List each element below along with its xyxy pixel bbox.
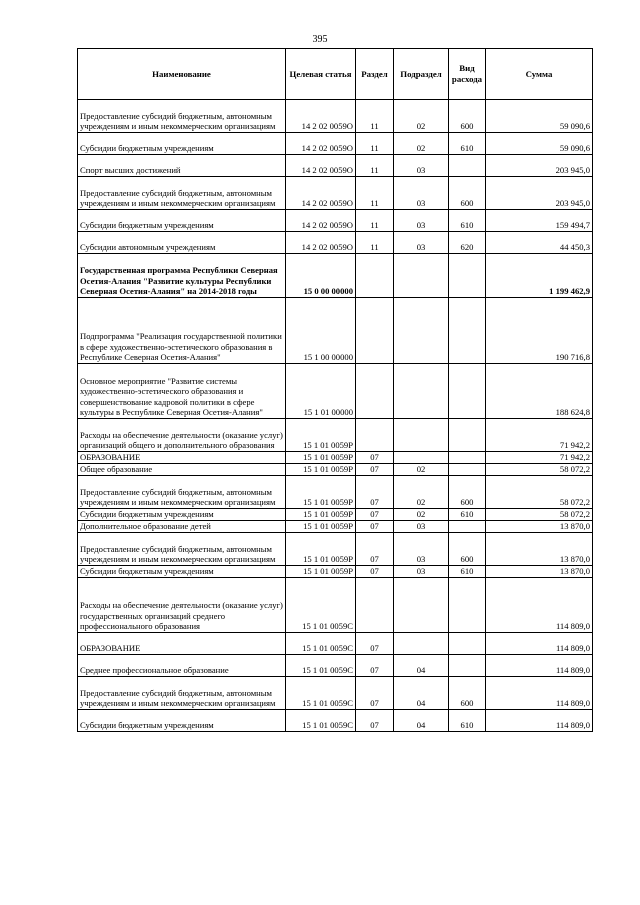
row-subsection: 02	[394, 464, 449, 476]
row-expense-type: 610	[449, 210, 486, 232]
row-section	[356, 419, 394, 452]
row-subsection: 03	[394, 533, 449, 566]
row-expense-type: 610	[449, 133, 486, 155]
row-subsection: 02	[394, 509, 449, 521]
row-article: 15 1 01 0059Р	[286, 509, 356, 521]
header-name: Наименование	[78, 49, 286, 100]
row-subsection: 03	[394, 177, 449, 210]
row-name: Спорт высших достижений	[78, 155, 286, 177]
row-name: Предоставление субсидий бюджетным, автономным учреждениям и иным некоммерческим организациям	[78, 100, 286, 133]
row-article: 15 1 01 0059С	[286, 710, 356, 732]
row-section: 11	[356, 232, 394, 254]
table-row	[78, 509, 593, 521]
row-subsection: 03	[394, 210, 449, 232]
row-sum: 188 624,8	[486, 364, 593, 419]
row-section	[356, 578, 394, 633]
row-expense-type: 600	[449, 100, 486, 133]
row-name: Субсидии автономным учреждениям	[78, 232, 286, 254]
row-expense-type	[449, 521, 486, 533]
table-row	[78, 100, 593, 133]
row-article: 15 1 01 0059С	[286, 578, 356, 633]
row-article: 14 2 02 0059О	[286, 177, 356, 210]
row-name: Субсидии бюджетным учреждениям	[78, 210, 286, 232]
row-section: 07	[356, 464, 394, 476]
table-row	[78, 364, 593, 419]
table-row	[78, 677, 593, 710]
table-body	[78, 100, 593, 732]
row-expense-type	[449, 364, 486, 419]
row-expense-type: 600	[449, 677, 486, 710]
row-article: 14 2 02 0059О	[286, 232, 356, 254]
row-subsection: 04	[394, 677, 449, 710]
row-subsection: 02	[394, 100, 449, 133]
row-sum: 114 809,0	[486, 578, 593, 633]
header-section: Раздел	[356, 49, 394, 100]
row-subsection	[394, 452, 449, 464]
row-sum: 203 945,0	[486, 155, 593, 177]
row-section	[356, 254, 394, 298]
row-sum: 71 942,2	[486, 452, 593, 464]
table-row	[78, 533, 593, 566]
row-section: 07	[356, 677, 394, 710]
row-sum: 13 870,0	[486, 533, 593, 566]
row-subsection	[394, 364, 449, 419]
row-article: 15 1 01 0059Р	[286, 419, 356, 452]
table-header-row	[78, 49, 593, 100]
row-sum: 71 942,2	[486, 419, 593, 452]
table-row	[78, 710, 593, 732]
row-name: Субсидии бюджетным учреждениям	[78, 710, 286, 732]
table-row	[78, 655, 593, 677]
table-row	[78, 210, 593, 232]
row-subsection	[394, 298, 449, 364]
row-section: 07	[356, 521, 394, 533]
row-sum: 58 072,2	[486, 509, 593, 521]
row-sum: 59 090,6	[486, 100, 593, 133]
row-article: 15 1 01 0059С	[286, 655, 356, 677]
row-name: Субсидии бюджетным учреждениям	[78, 133, 286, 155]
row-article: 15 1 01 0059Р	[286, 521, 356, 533]
row-section: 07	[356, 566, 394, 578]
row-sum: 59 090,6	[486, 133, 593, 155]
row-name: Подпрограмма "Реализация государственной политики в сфере художественно-эстетического образования в Республике Северная Осетия-Алания"	[78, 298, 286, 364]
header-expense-type: Вид расхода	[449, 49, 486, 100]
row-name: Дополнительное образование детей	[78, 521, 286, 533]
row-name: Государственная программа Республики Северная Осетия-Алания "Развитие культуры Республики Северная Осетия-Алания" на 2014-2018 годы	[78, 254, 286, 298]
row-subsection	[394, 254, 449, 298]
table-row	[78, 464, 593, 476]
row-expense-type	[449, 578, 486, 633]
row-article: 15 1 01 0059Р	[286, 476, 356, 509]
row-expense-type: 610	[449, 509, 486, 521]
row-name: Общее образование	[78, 464, 286, 476]
row-subsection	[394, 633, 449, 655]
table-row	[78, 452, 593, 464]
row-sum: 58 072,2	[486, 464, 593, 476]
row-article: 15 1 01 0059Р	[286, 464, 356, 476]
row-section: 07	[356, 476, 394, 509]
row-sum: 1 199 462,9	[486, 254, 593, 298]
row-name: ОБРАЗОВАНИЕ	[78, 633, 286, 655]
row-subsection: 03	[394, 566, 449, 578]
row-expense-type	[449, 298, 486, 364]
table-row	[78, 566, 593, 578]
table-row	[78, 177, 593, 210]
row-name: Предоставление субсидий бюджетным, автономным учреждениям и иным некоммерческим организациям	[78, 476, 286, 509]
row-article: 15 1 01 00000	[286, 364, 356, 419]
row-expense-type	[449, 464, 486, 476]
row-expense-type: 620	[449, 232, 486, 254]
row-article: 15 0 00 00000	[286, 254, 356, 298]
row-subsection: 02	[394, 133, 449, 155]
row-article: 14 2 02 0059О	[286, 100, 356, 133]
table-row	[78, 476, 593, 509]
row-name: ОБРАЗОВАНИЕ	[78, 452, 286, 464]
row-subsection: 04	[394, 655, 449, 677]
row-section: 11	[356, 210, 394, 232]
table-row	[78, 155, 593, 177]
row-section: 11	[356, 100, 394, 133]
row-subsection: 03	[394, 232, 449, 254]
row-article: 15 1 00 00000	[286, 298, 356, 364]
row-subsection: 03	[394, 521, 449, 533]
table-row	[78, 254, 593, 298]
row-name: Основное мероприятие "Развитие системы художественно-эстетического образования и совершенствование кадровой политики в сфере культуры в Республике Северная Осетия-Алания"	[78, 364, 286, 419]
row-sum: 114 809,0	[486, 677, 593, 710]
header-article: Целевая статья	[286, 49, 356, 100]
row-section: 11	[356, 177, 394, 210]
row-sum: 13 870,0	[486, 566, 593, 578]
row-subsection: 04	[394, 710, 449, 732]
row-article: 14 2 02 0059О	[286, 133, 356, 155]
budget-table	[77, 48, 593, 732]
header-subsection: Подраздел	[394, 49, 449, 100]
row-section: 07	[356, 509, 394, 521]
row-section: 07	[356, 710, 394, 732]
row-sum: 13 870,0	[486, 521, 593, 533]
row-name: Расходы на обеспечение деятельности (оказание услуг) государственных организаций среднего профессионального образования	[78, 578, 286, 633]
row-section: 11	[356, 133, 394, 155]
row-expense-type: 600	[449, 177, 486, 210]
row-article: 15 1 01 0059Р	[286, 566, 356, 578]
row-sum: 114 809,0	[486, 655, 593, 677]
row-sum: 114 809,0	[486, 633, 593, 655]
row-sum: 114 809,0	[486, 710, 593, 732]
row-name: Среднее профессиональное образование	[78, 655, 286, 677]
row-expense-type	[449, 655, 486, 677]
row-expense-type	[449, 419, 486, 452]
table-row	[78, 633, 593, 655]
row-section: 11	[356, 155, 394, 177]
row-sum: 58 072,2	[486, 476, 593, 509]
row-expense-type: 600	[449, 533, 486, 566]
row-name: Предоставление субсидий бюджетным, автономным учреждениям и иным некоммерческим организациям	[78, 177, 286, 210]
row-article: 15 1 01 0059С	[286, 677, 356, 710]
page-number: 395	[312, 34, 328, 45]
row-section	[356, 298, 394, 364]
row-name: Предоставление субсидий бюджетным, автономным учреждениям и иным некоммерческим организациям	[78, 533, 286, 566]
row-name: Предоставление субсидий бюджетным, автономным учреждениям и иным некоммерческим организациям	[78, 677, 286, 710]
row-name: Субсидии бюджетным учреждениям	[78, 566, 286, 578]
row-sum: 159 494,7	[486, 210, 593, 232]
row-section: 07	[356, 452, 394, 464]
row-expense-type: 610	[449, 710, 486, 732]
row-subsection: 03	[394, 155, 449, 177]
table-row	[78, 419, 593, 452]
row-subsection: 02	[394, 476, 449, 509]
row-article: 14 2 02 0059О	[286, 210, 356, 232]
row-section: 07	[356, 633, 394, 655]
row-name: Расходы на обеспечение деятельности (оказание услуг) организаций общего и дополнительного образования	[78, 419, 286, 452]
row-expense-type	[449, 155, 486, 177]
row-sum: 203 945,0	[486, 177, 593, 210]
table-row	[78, 232, 593, 254]
table-row	[78, 298, 593, 364]
row-expense-type: 610	[449, 566, 486, 578]
table-row	[78, 521, 593, 533]
row-article: 15 1 01 0059Р	[286, 452, 356, 464]
row-article: 15 1 01 0059С	[286, 633, 356, 655]
header-sum: Сумма	[486, 49, 593, 100]
row-section	[356, 364, 394, 419]
table-row	[78, 133, 593, 155]
row-expense-type	[449, 633, 486, 655]
row-name: Субсидии бюджетным учреждениям	[78, 509, 286, 521]
row-subsection	[394, 419, 449, 452]
row-section: 07	[356, 533, 394, 566]
row-expense-type	[449, 452, 486, 464]
row-expense-type	[449, 254, 486, 298]
row-section: 07	[356, 655, 394, 677]
table-row	[78, 578, 593, 633]
row-sum: 190 716,8	[486, 298, 593, 364]
row-expense-type: 600	[449, 476, 486, 509]
row-sum: 44 450,3	[486, 232, 593, 254]
row-article: 15 1 01 0059Р	[286, 533, 356, 566]
row-subsection	[394, 578, 449, 633]
row-article: 14 2 02 0059О	[286, 155, 356, 177]
